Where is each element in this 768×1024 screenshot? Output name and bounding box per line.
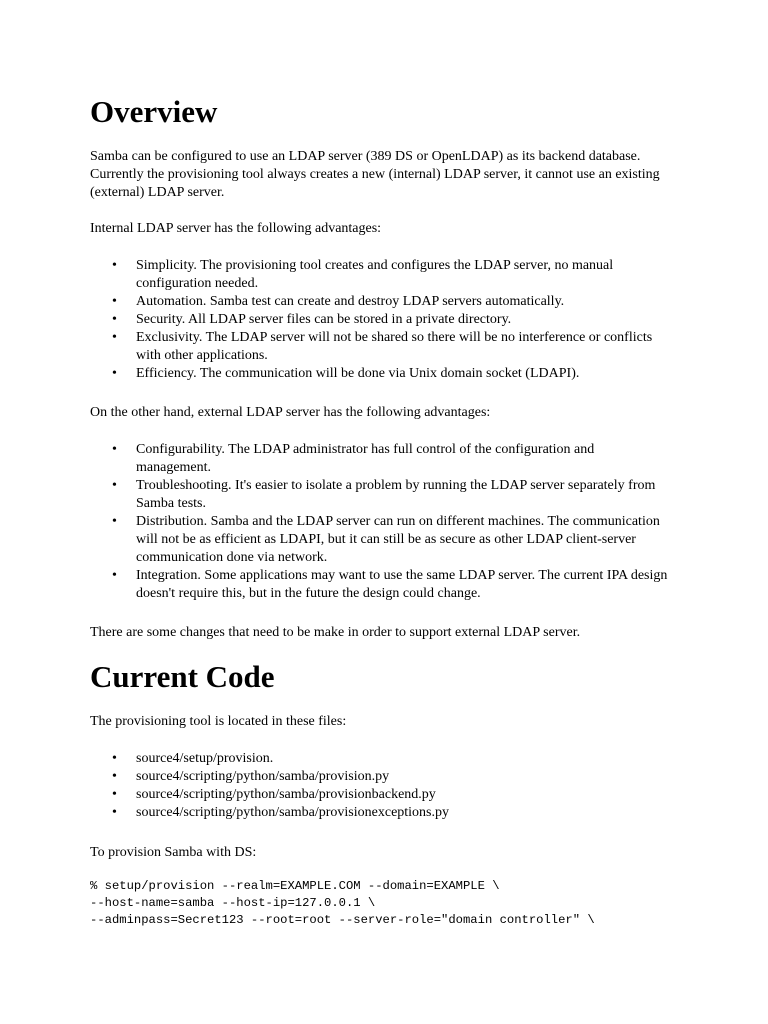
overview-intro-block: [90, 148, 680, 202]
list-item: [90, 477, 671, 513]
list-item: [90, 567, 671, 603]
list-item-text: Exclusivity. The LDAP server will not be shared so there will be no interference or conflicts with other applications.: [136, 330, 653, 363]
list-item: [90, 804, 671, 822]
bullet-icon: •: [112, 478, 117, 493]
current-code-heading: Current Code: [90, 659, 275, 694]
bullet-icon: •: [112, 366, 117, 381]
list-item-text: Distribution. Samba and the LDAP server can run on different machines. The communication will not be as efficient as LDAPI, but it can still be as secure as other LDAP client-server communication done via network.: [136, 514, 660, 565]
internal-advantages-lead: Internal LDAP server has the following advantages:: [90, 221, 382, 236]
external-lead-block: [90, 404, 680, 422]
list-item: [90, 365, 671, 383]
list-item: [90, 441, 671, 477]
list-item-text: Configurability. The LDAP administrator has full control of the configuration and management.: [136, 442, 595, 475]
list-item-text: source4/scripting/python/samba/provisionexceptions.py: [136, 805, 450, 820]
list-item-text: Security. All LDAP server files can be stored in a private directory.: [136, 312, 512, 327]
overview-closing-block: [90, 624, 680, 642]
list-item-text: Integration. Some applications may want to use the same LDAP server. The current IPA design doesn't require this, but in the future the design could change.: [136, 568, 668, 601]
bullet-icon: •: [112, 312, 117, 327]
bullet-icon: •: [112, 787, 117, 802]
list-item-text: source4/scripting/python/samba/provision.py: [136, 769, 390, 784]
list-item-text: Automation. Samba test can create and destroy LDAP servers automatically.: [136, 294, 565, 309]
internal-lead-block: [90, 220, 680, 238]
list-item-text: source4/scripting/python/samba/provisionbackend.py: [136, 787, 436, 802]
list-item: [90, 513, 671, 567]
source-files-list: [90, 750, 680, 822]
bullet-icon: •: [112, 442, 117, 457]
bullet-icon: •: [112, 258, 117, 273]
provision-command-code: % setup/provision --realm=EXAMPLE.COM --domain=EXAMPLE \ --host-name=samba --host-ip=127.0.0.1 \ --adminpass=Secret123 --root=root --server-role="domain controller" \: [90, 879, 595, 927]
bullet-icon: •: [112, 805, 117, 820]
external-advantages-lead: On the other hand, external LDAP server has the following advantages:: [90, 405, 491, 420]
overview-intro-paragraph: Samba can be configured to use an LDAP server (389 DS or OpenLDAP) as its backend database. Currently the provisioning tool always creates a new (internal) LDAP server, it cannot use an existing (external) LDAP server.: [90, 149, 660, 200]
list-item: [90, 329, 671, 365]
list-item: [90, 311, 671, 329]
list-item-text: Simplicity. The provisioning tool creates and configures the LDAP server, no manual configuration needed.: [136, 258, 614, 291]
bullet-icon: •: [112, 568, 117, 583]
bullet-icon: •: [112, 751, 117, 766]
list-item-text: source4/setup/provision.: [136, 751, 274, 766]
overview-heading: Overview: [90, 94, 218, 129]
bullet-icon: •: [112, 330, 117, 345]
external-advantages-list: [90, 441, 680, 603]
files-block: [90, 750, 680, 822]
bullet-icon: •: [112, 769, 117, 784]
code-block: [90, 878, 680, 929]
list-item: [90, 768, 671, 786]
list-item: [90, 293, 671, 311]
bullet-icon: •: [112, 514, 117, 529]
files-lead: The provisioning tool is located in these files:: [90, 714, 347, 729]
list-item: [90, 750, 671, 768]
internal-advantages-list: [90, 257, 680, 383]
list-item-text: Efficiency. The communication will be done via Unix domain socket (LDAPI).: [136, 366, 580, 381]
ds-lead-block: [90, 844, 680, 862]
files-lead-block: [90, 713, 680, 731]
list-item-text: Troubleshooting. It's easier to isolate a problem by running the LDAP server separately from Samba tests.: [136, 478, 656, 511]
overview-closing-paragraph: There are some changes that need to be make in order to support external LDAP server.: [90, 625, 581, 640]
internal-advantages-block: [90, 257, 680, 383]
bullet-icon: •: [112, 294, 117, 309]
list-item: [90, 257, 671, 293]
ds-provision-lead: To provision Samba with DS:: [90, 845, 257, 860]
external-advantages-block: [90, 441, 680, 603]
list-item: [90, 786, 671, 804]
